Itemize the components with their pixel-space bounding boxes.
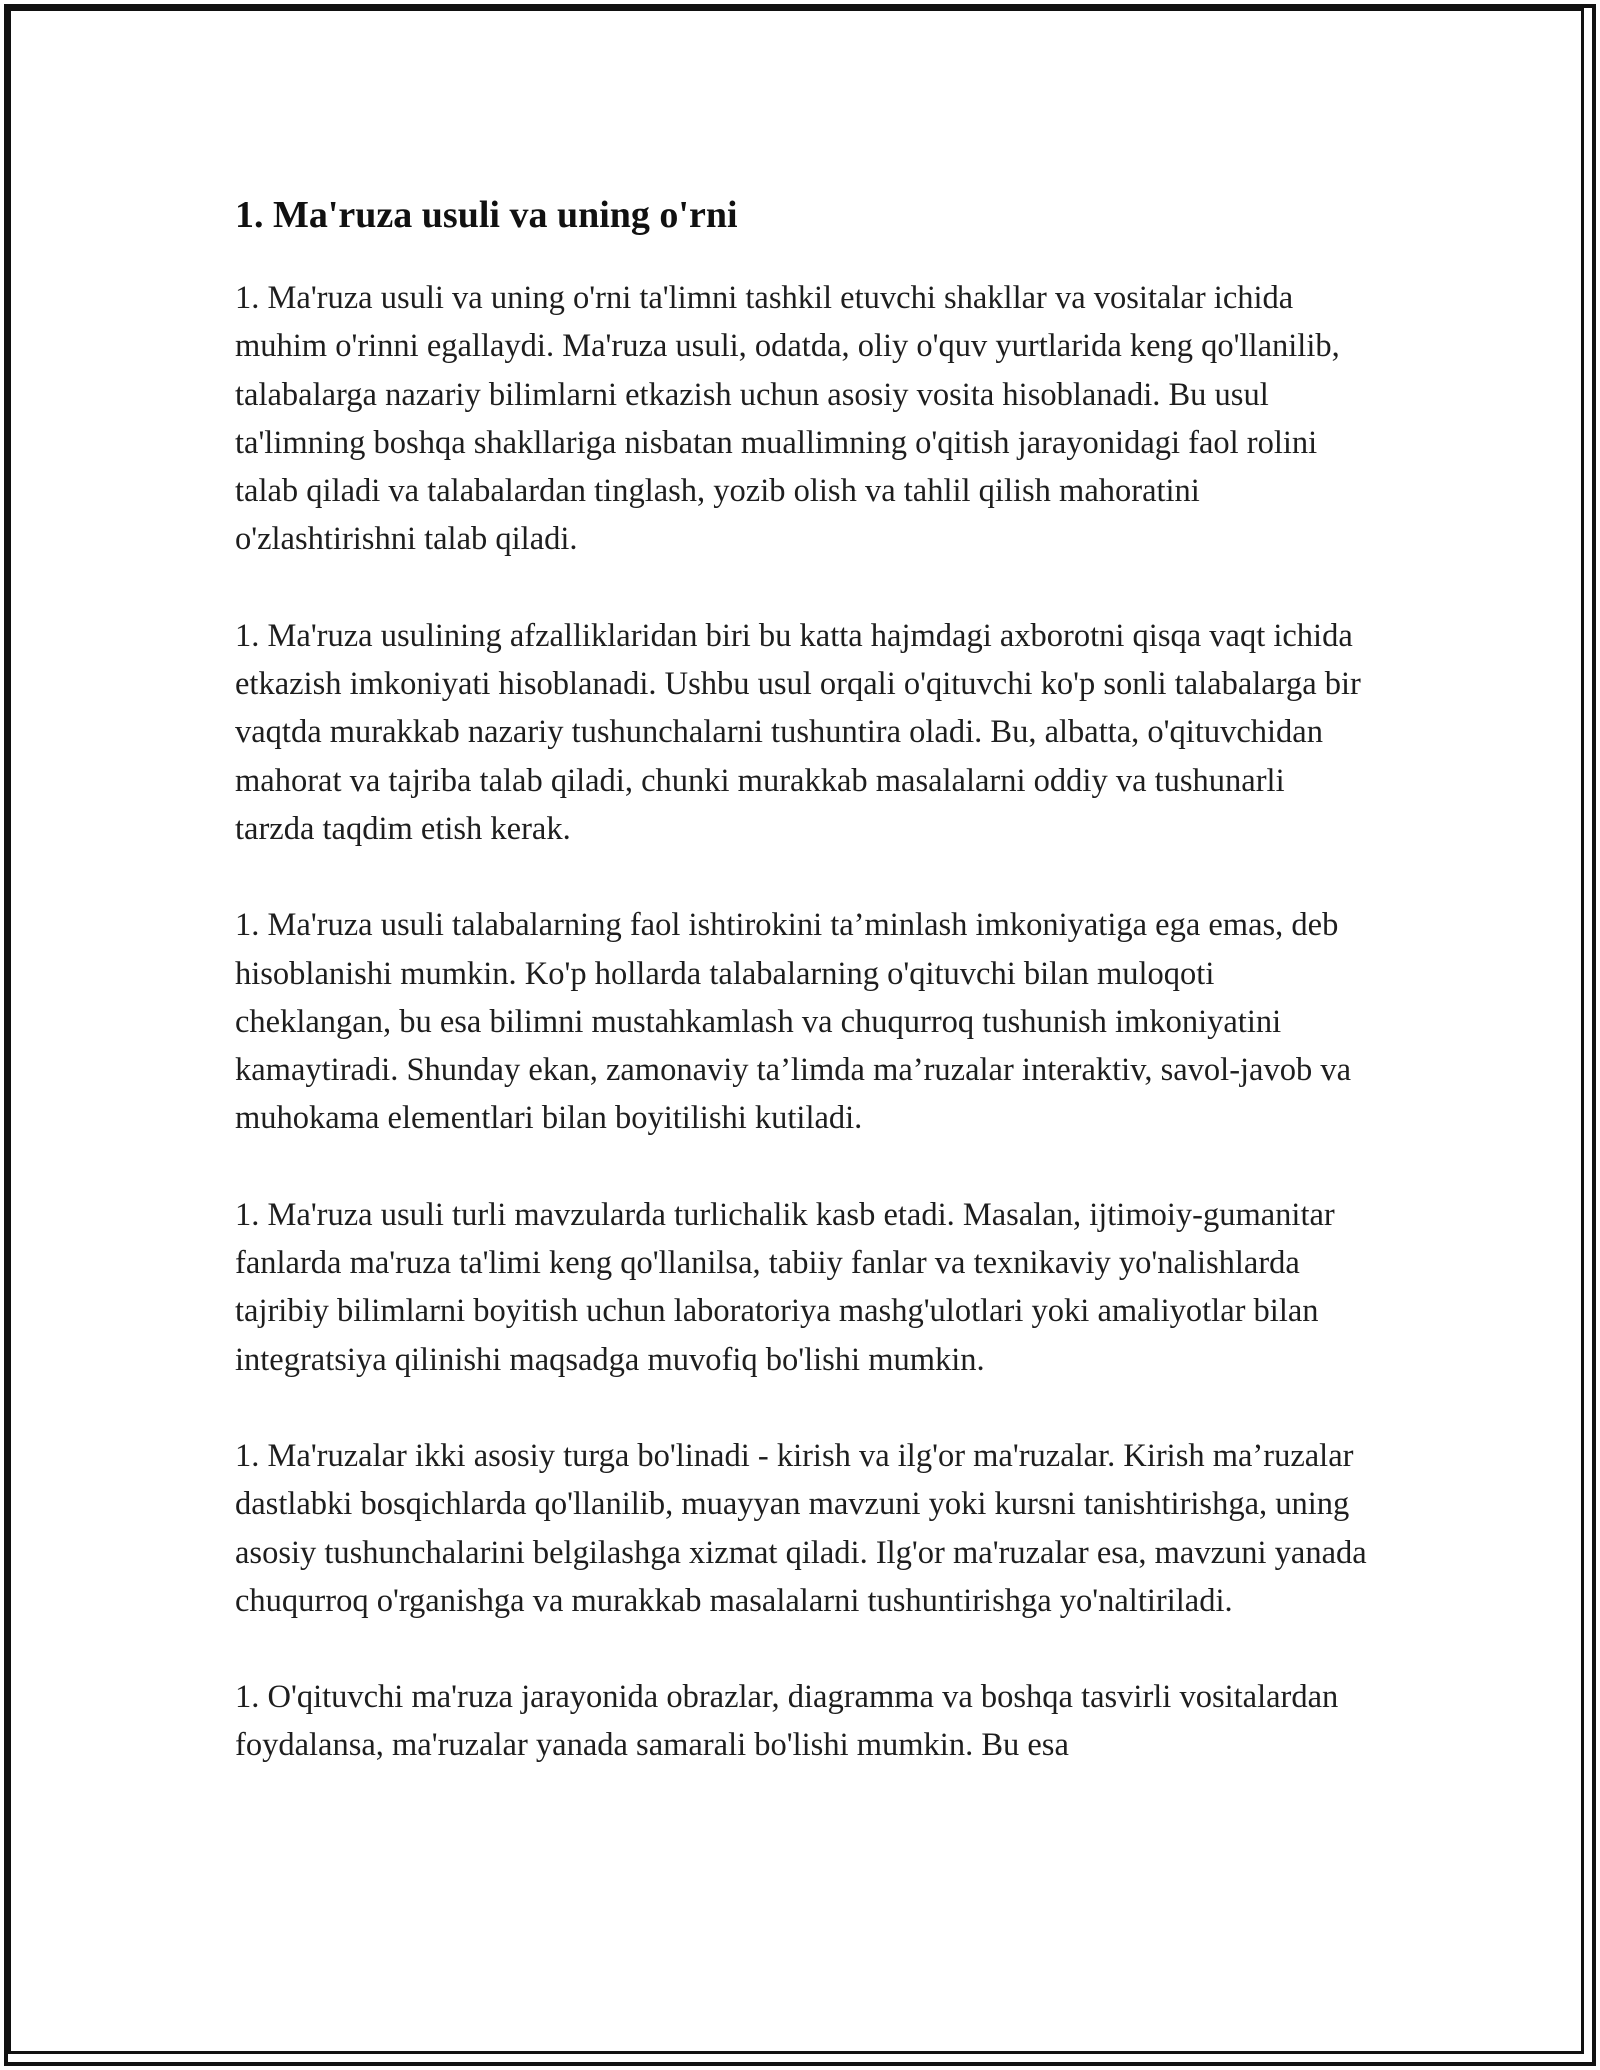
paragraph-5: 1. Ma'ruzalar ikki asosiy turga bo'linadi - kirish va ilg'or ma'ruzalar. Kirish ma’ruzalar dastlabki bosqichlarda qo'llanilib, muayyan mavzuni yoki kursni tanishtirishga, uning asosiy tushunchalarini belgilashga xizmat qiladi. Ilg'or ma'ruzalar esa, mavzuni yanada chuqurroq o'rganishga va murakkab masalalarni tushuntirishga yo'naltiriladi.	[235, 1437, 1367, 1619]
section-heading: 1. Ma'ruza usuli va uning o'rni	[235, 194, 738, 236]
paragraph-2: 1. Ma'ruza usulining afzalliklaridan biri bu katta hajmdagi axborotni qisqa vaqt ichida etkazish imkoniyati hisoblanadi. Ushbu usul orqali o'qituvchi ko'p sonli talabalarga bir vaqtda murakkab nazariy tushunchalarni tushuntira oladi. Bu, albatta, o'qituvchidan mahorat va tajriba talab qiladi, chunki murakkab masalalarni oddiy va tushunarli tarzda taqdim etish kerak.	[235, 617, 1361, 847]
paragraph-1: 1. Ma'ruza usuli va uning o'rni ta'limni tashkil etuvchi shakllar va vositalar ichida muhim o'rinni egallaydi. Ma'ruza usuli, odatda, oliy o'quv yurtlarida keng qo'llanilib, talabalarga nazariy bilimlarni etkazish uchun asosiy vosita hisoblanadi. Bu usul ta'limning boshqa shakllariga nisbatan muallimning o'qitish jarayonidagi faol rolini talab qiladi va talabalardan tinglash, yozib olish va tahlil qilish mahoratini o'zlashtirishni talab qiladi.	[235, 280, 1340, 558]
document-body	[235, 186, 1370, 1818]
paragraph-3: 1. Ma'ruza usuli talabalarning faol ishtirokini ta’minlash imkoniyatiga ega emas, deb hisoblanishi mumkin. Ko'p hollarda talabalarning o'qituvchi bilan muloqoti cheklangan, bu esa bilimni mustahkamlash va chuqurroq tushunish imkoniyatini kamaytiradi. Shunday ekan, zamonaviy ta’limda ma’ruzalar interaktiv, savol-javob va muhokama elementlari bilan boyitilishi kutiladi.	[235, 907, 1352, 1137]
paragraph-4: 1. Ma'ruza usuli turli mavzularda turlichalik kasb etadi. Masalan, ijtimoiy-gumanitar fanlarda ma'ruza ta'limi keng qo'llanilsa, tabiiy fanlar va texnikaviy yo'nalishlarda tajribiy bilimlarni boyitish uchun laboratoriya mashg'ulotlari yoki amaliyotlar bilan integratsiya qilinishi maqsadga muvofiq bo'lishi mumkin.	[235, 1196, 1335, 1378]
paragraph-6: 1. O'qituvchi ma'ruza jarayonida obrazlar, diagramma va boshqa tasvirli vositalardan foydalansa, ma'ruzalar yanada samarali bo'lishi mumkin. Bu esa	[235, 1679, 1339, 1764]
